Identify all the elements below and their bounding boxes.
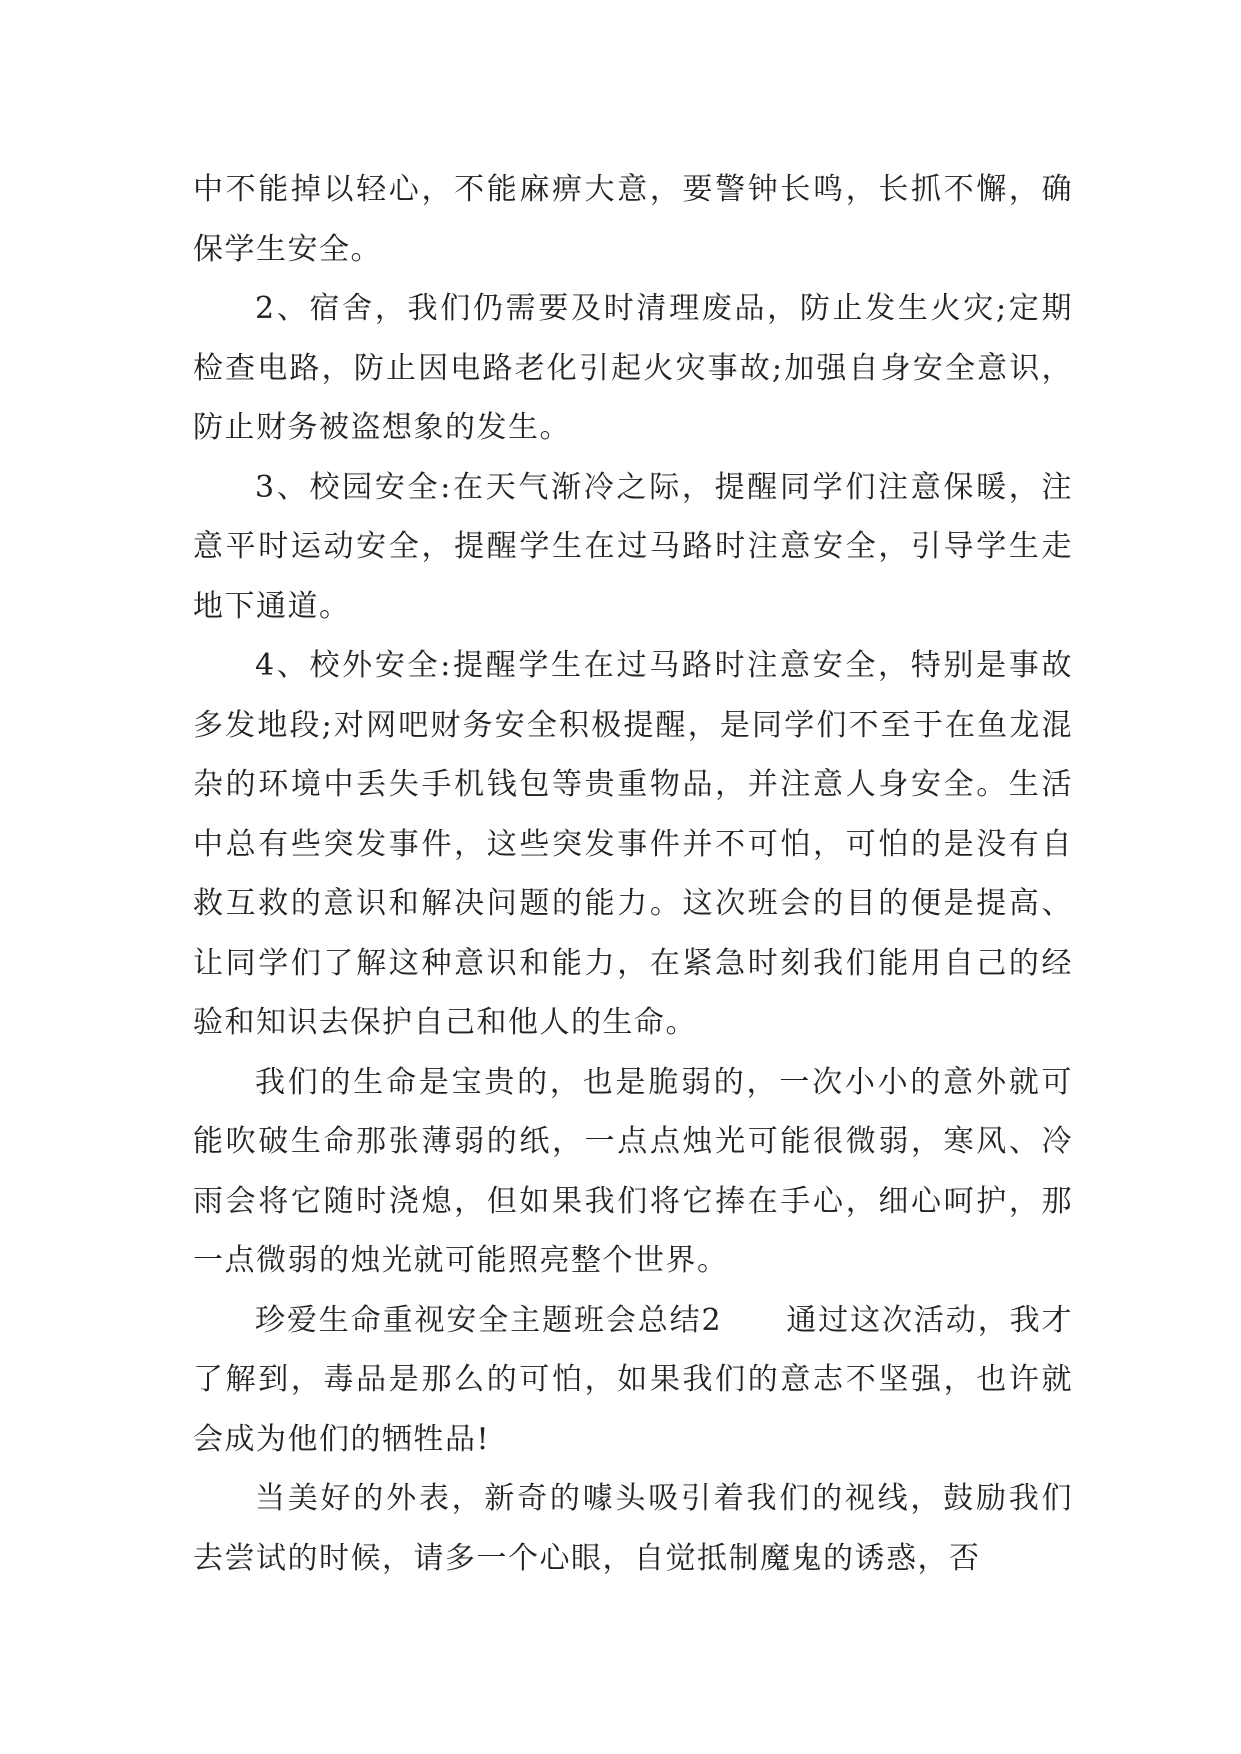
paragraph-continuation: 中不能掉以轻心，不能麻痹大意，要警钟长鸣，长抓不懈，确保学生安全。 xyxy=(193,172,1073,267)
paragraph-temptation: 当美好的外表，新奇的噱头吸引着我们的视线，鼓励我们去尝试的时候，请多一个心眼，自觉抵制魔鬼的诱惑，否 xyxy=(193,1481,1073,1576)
paragraph-off-campus-safety: 4、校外安全:提醒学生在过马路时注意安全，特别是事故多发地段;对网吧财务安全积极提醒，是同学们不至于在鱼龙混杂的环境中丢失手机钱包等贵重物品，并注意人身安全。生活中总有些突发事件，这些突发事件并不可怕，可怕的是没有自救互救的意识和解决问题的能力。这次班会的目的便是提高、让同学们了解这种意识和能力，在紧急时刻我们能用自己的经验和知识去保护自己和他人的生命。 xyxy=(193,648,1073,1040)
paragraph-campus-safety: 3、校园安全:在天气渐冷之际，提醒同学们注意保暖，注意平时运动安全，提醒学生在过马路时注意安全，引导学生走地下通道。 xyxy=(193,469,1073,624)
document-body xyxy=(193,160,1073,1588)
paragraph-summary-2: 珍爱生命重视安全主题班会总结2 通过这次活动，我才了解到，毒品是那么的可怕，如果我们的意志不坚强，也许就会成为他们的牺牲品! xyxy=(193,1302,1073,1457)
paragraph-dormitory-safety: 2、宿舍，我们仍需要及时清理废品，防止发生火灾;定期检查电路，防止因电路老化引起火灾事故;加强自身安全意识，防止财务被盗想象的发生。 xyxy=(193,291,1073,445)
paragraph-life-precious: 我们的生命是宝贵的，也是脆弱的，一次小小的意外就可能吹破生命那张薄弱的纸，一点点烛光可能很微弱，寒风、冷雨会将它随时浇熄，但如果我们将它捧在手心，细心呵护，那一点微弱的烛光就可能照亮整个世界。 xyxy=(193,1064,1073,1278)
